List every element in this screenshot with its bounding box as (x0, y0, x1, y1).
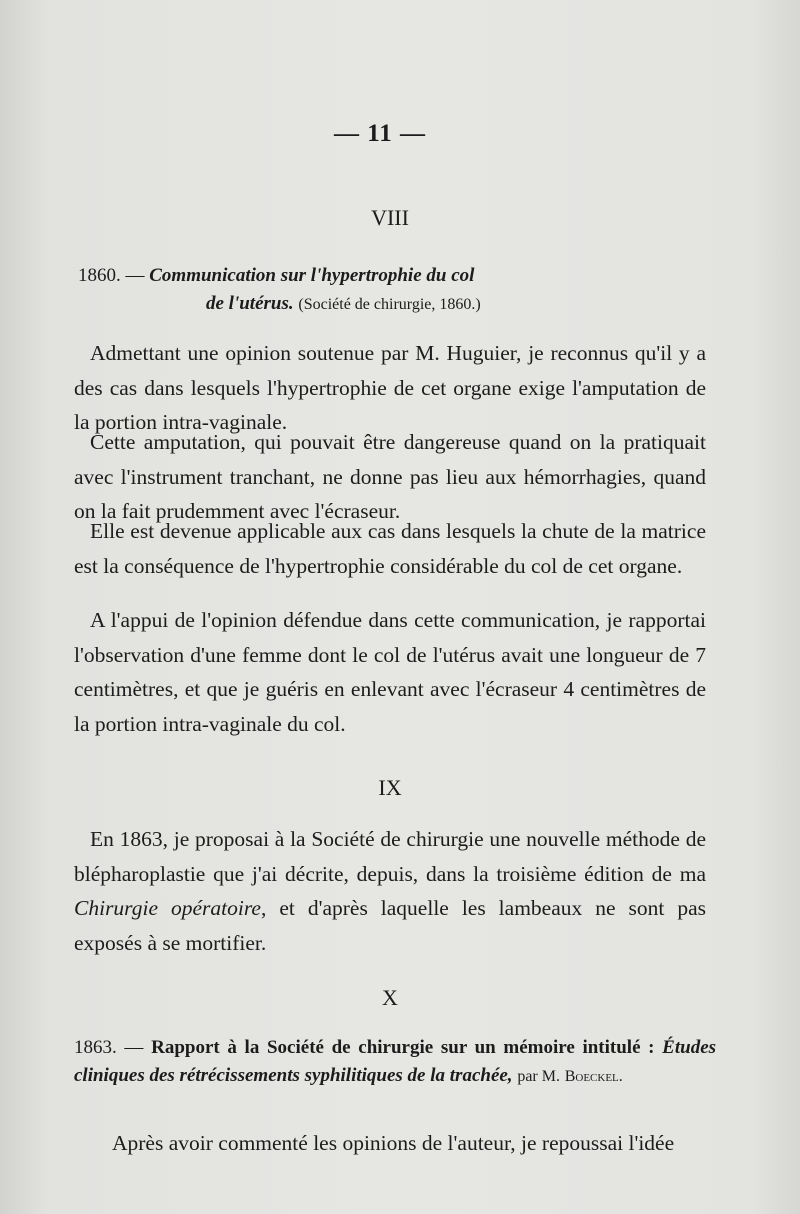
entry-year: 1863. — (74, 1037, 144, 1058)
paragraph: Après avoir commenté les opinions de l'auteur, je repoussai l'idée (112, 1131, 675, 1155)
entry-by: par M. (517, 1068, 560, 1085)
entry-title-italic: Études cliniques des rétrécissements syphilitiques de la trachée, (74, 1037, 717, 1086)
paragraph (74, 822, 706, 960)
book-title: Chirurgie opératoire (74, 896, 261, 920)
section-heading-viii: VIII (371, 205, 409, 230)
paragraph: Elle est devenue applicable aux cas dans lesquels la chute de la matrice est la conséquence de l'hypertrophie considérable du col de cet organe. (74, 519, 706, 578)
section-heading-ix: IX (378, 775, 402, 800)
paragraph-text: , et d'après laquelle les lambeaux ne sont pas exposés à se mortifier. (74, 896, 706, 955)
paragraph: Admettant une opinion soutenue par M. Huguier, je reconnus qu'il y a des cas dans lesquels l'hypertrophie de cet organe exige l'amputation de la portion intra-vaginale. (74, 341, 706, 434)
entry-title-cont: de l'utérus. (206, 293, 294, 314)
paragraph-text: En 1863, je proposai à la Société de chirurgie une nouvelle méthode de blépharoplastie que j'ai décrite, depuis, dans la troisième édition de ma (74, 827, 706, 886)
paragraph: A l'appui de l'opinion défendue dans cette communication, je rapportai l'observation d'une femme dont le col de l'utérus avait une longueur de 7 centimètres, et que je guéris en enlevant avec l'écraseur 4 centimètres de la portion intra-vaginale du col. (74, 608, 706, 736)
section-heading-x: X (382, 985, 398, 1010)
paragraph: Cette amputation, qui pouvait être dangereuse quand on la pratiquait avec l'instrument tranchant, ne donne pas lieu aux hémorrhagies, quand on la fait prudemment avec l'écraseur. (74, 430, 706, 523)
entry-title: Rapport à la Société de chirurgie sur un mémoire intitulé : (151, 1037, 655, 1058)
entry-header-1860 (78, 262, 718, 319)
page-number: — 11 — (333, 120, 427, 147)
entry-title: Communication sur l'hypertrophie du col (149, 265, 475, 286)
entry-header-1863 (74, 1034, 716, 1091)
entry-source: (Société de chirurgie, 1860.) (298, 296, 481, 313)
entry-year: 1860. — (78, 265, 145, 286)
entry-author: Boeckel. (564, 1068, 623, 1085)
